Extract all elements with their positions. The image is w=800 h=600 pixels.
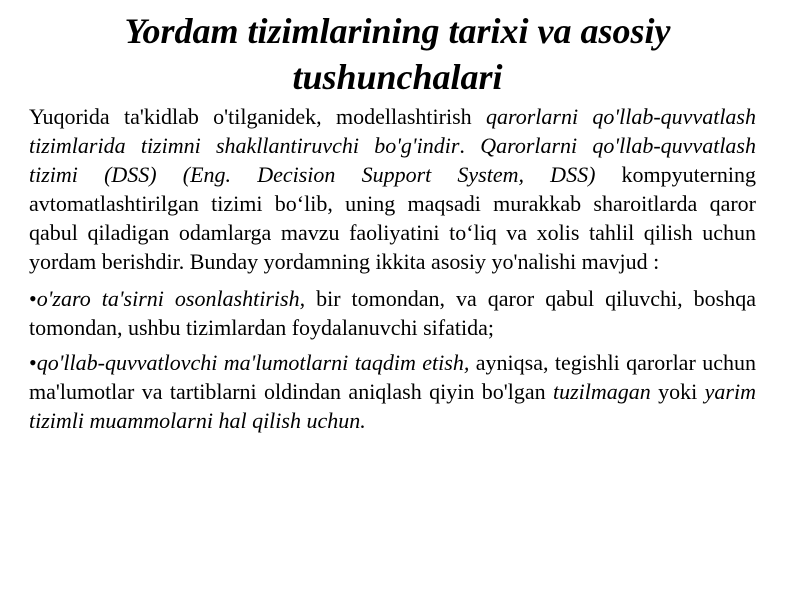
bullet-marker: • xyxy=(29,350,37,375)
bullet-2-text: ayniqsa, tegishli qarorlar uchun ma'lumotlar va tartiblarni oldindan aniqlash qiyin bo'lgan xyxy=(29,350,756,404)
intro-paragraph xyxy=(29,102,756,276)
bullet-item-1 xyxy=(29,284,756,342)
slide-body xyxy=(29,102,756,435)
intro-text-1: Yuqorida ta'kidlab o'tilganidek, modellashtirish xyxy=(29,104,486,129)
intro-italic-2: Qarorlarni qo'llab-quvvatlash tizimi (DSS) (Eng. Decision Support System, DSS) xyxy=(29,133,756,187)
intro-text-3: kompyuterning avtomatlashtirilgan tizimi bo‘lib, uning maqsadi murakkab sharoitlarda qaror qabul qiladigan odamlarga mavzu faoliyatini to‘liq va xolis tahlil qilish uchun yordam berishdir. Bunday yordamning ikkita asosiy yo'nalishi mavjud : xyxy=(29,162,756,274)
intro-italic-1: qarorlarni qo'llab-quvvatlash tizimlarida tizimni shakllantiruvchi bo'g'indir xyxy=(29,104,756,158)
bullet-marker: • xyxy=(29,286,37,311)
bullet-2-text-2: yoki xyxy=(650,379,705,404)
bullet-item-2 xyxy=(29,348,756,435)
slide-title: Yordam tizimlarining tarixi va asosiy tushunchalari xyxy=(124,11,671,97)
bullet-1-italic: o'zaro ta'sirni osonlashtirish, xyxy=(36,286,306,311)
bullet-2-italic: qo'llab-quvvatlovchi ma'lumotlarni taqdim etish, xyxy=(36,350,470,375)
intro-text-2: . xyxy=(459,133,481,158)
bullet-2-italic-3: yarim tizimli muammolarni hal qilish uchun. xyxy=(29,379,756,433)
bullet-1-text: bir tomondan, va qaror qabul qiluvchi, boshqa tomondan, ushbu tizimlardan foydalanuvchi sifatida; xyxy=(29,286,756,340)
bullet-2-italic-2: tuzilmagan xyxy=(552,379,651,404)
